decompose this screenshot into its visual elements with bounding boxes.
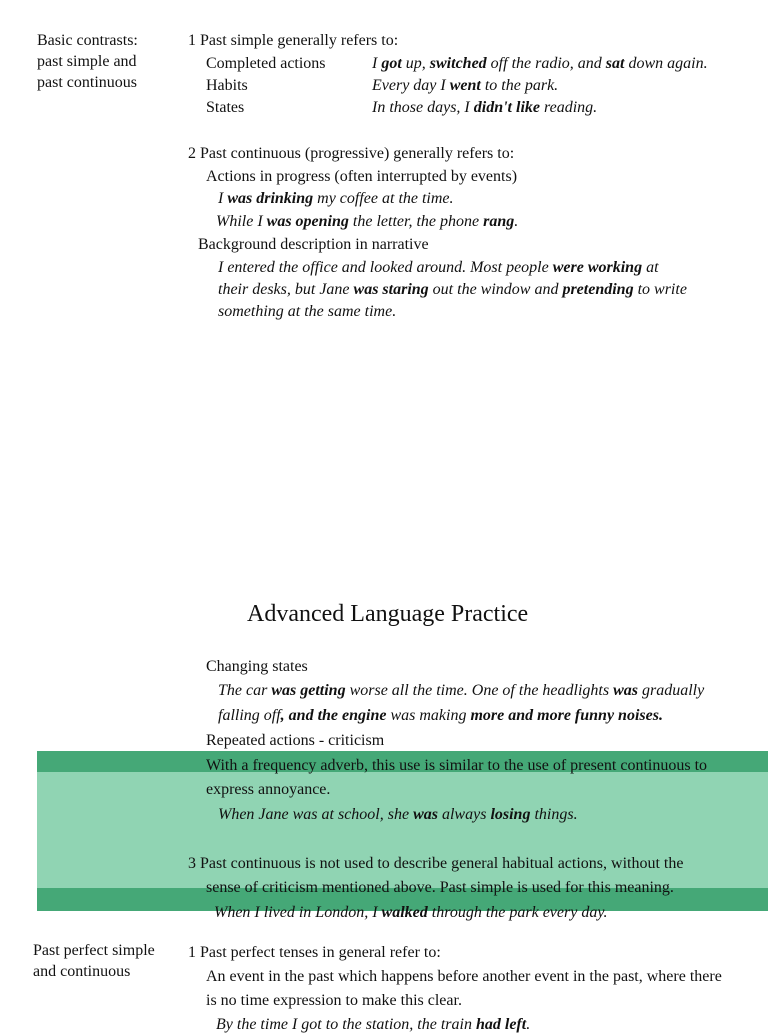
row-label-completed: Completed actions — [206, 55, 326, 72]
example-text: my coffee at the time. — [313, 190, 454, 207]
example-train-left — [216, 1015, 530, 1035]
example-text: down again. — [624, 55, 708, 72]
example-text: to the park. — [480, 77, 559, 94]
bold-verb: had left — [475, 1016, 527, 1033]
bold-verb: was staring — [353, 281, 429, 298]
example-narrative-line3 — [218, 302, 396, 322]
bold-verb: sat — [605, 55, 625, 72]
p2-sub-background: Background description in narrative — [198, 236, 429, 253]
bold-verb: walked — [381, 904, 428, 921]
bold-verb: was — [613, 682, 638, 699]
side-label-basic-contrasts: Basic contrasts: past simple and past continuous — [37, 32, 138, 91]
bold-verb: were working — [552, 259, 643, 276]
bold-verb: , and the engine — [280, 707, 391, 724]
example-text: By the time I got to the station, the train — [216, 1016, 476, 1033]
bold-verb: was drinking — [227, 190, 314, 207]
example-text: off the radio, and — [486, 55, 606, 72]
example-text: . — [526, 1016, 531, 1033]
example-text: to write — [633, 281, 687, 298]
example-text: falling off — [218, 707, 281, 724]
example-narrative-line2 — [218, 280, 687, 300]
example-states — [372, 98, 597, 118]
p3-line1: 3 Past continuous is not used to describe general habitual actions, without the — [188, 855, 684, 872]
example-text: I — [372, 55, 382, 72]
example-text: gradually — [638, 682, 705, 699]
page-title: Advanced Language Practice — [247, 601, 529, 627]
p2-heading: 2 Past continuous (progressive) generally refers to: — [188, 145, 515, 162]
example-text: I — [218, 190, 228, 207]
bold-verb: was — [413, 806, 438, 823]
pp-heading: 1 Past perfect tenses in general refer to: — [188, 944, 441, 961]
example-text: When Jane was at school, she — [218, 806, 414, 823]
p1-heading: 1 Past simple generally refers to: — [188, 32, 399, 49]
example-text: through the park every day. — [427, 904, 608, 921]
example-london — [214, 903, 608, 923]
example-habits — [372, 76, 558, 96]
example-narrative-line1 — [218, 258, 659, 278]
example-car-line1 — [218, 681, 704, 701]
body-frequency-adverb-line2: express annoyance. — [206, 781, 331, 798]
example-text: things. — [530, 806, 578, 823]
example-completed-actions — [372, 54, 708, 74]
example-text: was making — [390, 707, 467, 724]
example-text: up, — [401, 55, 430, 72]
bold-verb: losing — [490, 806, 531, 823]
example-jane-school — [218, 805, 578, 825]
example-was-drinking — [218, 189, 454, 209]
example-text: When I lived in London, I — [214, 904, 382, 921]
sub-changing-states: Changing states — [206, 658, 308, 675]
bold-verb: went — [449, 77, 481, 94]
row-label-states: States — [206, 99, 245, 116]
example-text: I entered the office and looked around. Most people — [218, 259, 553, 276]
bold-verb: got — [381, 55, 402, 72]
example-text: something at the same time. — [218, 303, 397, 320]
p3-line2: sense of criticism mentioned above. Past simple is used for this meaning. — [206, 879, 674, 896]
bold-verb: was getting — [271, 682, 346, 699]
example-text: their desks, but Jane — [218, 281, 354, 298]
example-text: reading. — [540, 99, 598, 116]
sub-repeated-actions: Repeated actions - criticism — [206, 732, 385, 749]
example-text: the letter, the phone — [348, 213, 484, 230]
bold-verb: didn't like — [473, 99, 540, 116]
bold-verb: more and more funny noises. — [466, 707, 663, 724]
example-text: worse all the time. One of the headlights — [345, 682, 614, 699]
example-text: at — [642, 259, 659, 276]
bold-verb: switched — [429, 55, 487, 72]
body-frequency-adverb-line1: With a frequency adverb, this use is similar to the use of present continuous to — [206, 757, 708, 774]
example-text: While I — [216, 213, 267, 230]
pp-body-line2: is no time expression to make this clear. — [206, 992, 462, 1009]
example-car-line2 — [218, 706, 663, 726]
pp-body-line1: An event in the past which happens before another event in the past, where there — [206, 968, 722, 985]
example-text: Every day I — [372, 77, 450, 94]
example-text: . — [514, 213, 519, 230]
row-label-habits: Habits — [206, 77, 248, 94]
bold-verb: was opening — [266, 213, 349, 230]
bold-verb: pretending — [562, 281, 634, 298]
example-text: The car — [218, 682, 272, 699]
bold-verb: rang — [483, 213, 515, 230]
example-text: In those days, I — [372, 99, 474, 116]
side-label-past-perfect: Past perfect simple and continuous — [33, 942, 155, 980]
p2-sub-actions-in-progress: Actions in progress (often interrupted by events) — [206, 168, 518, 185]
example-was-opening — [216, 212, 518, 232]
example-text: out the window and — [428, 281, 563, 298]
example-text: always — [437, 806, 491, 823]
